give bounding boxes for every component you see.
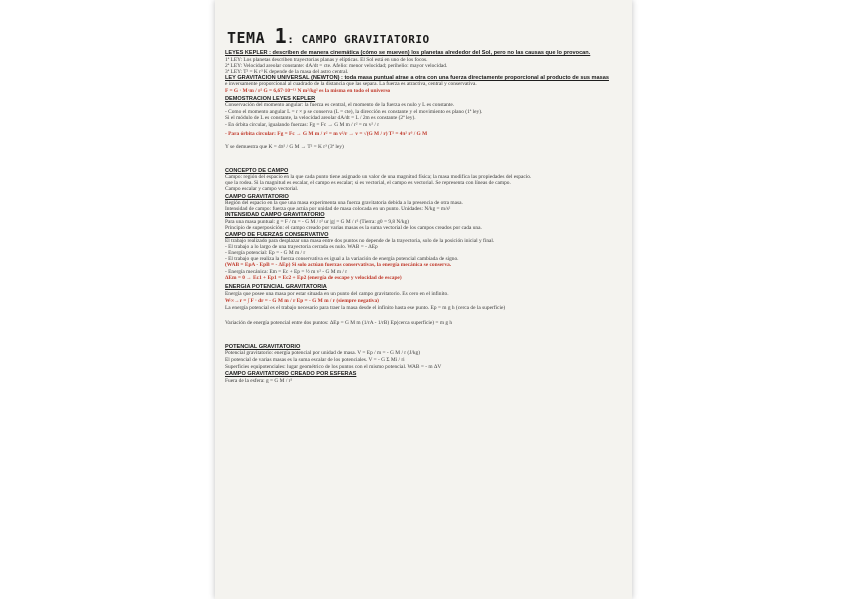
note-line: Intensidad de campo: fuerza que actúa por unidad de masa colocada en un punto. Unidades: N/kg = m/s² — [225, 206, 451, 212]
section-heading: CONCEPTO DE CAMPO — [225, 168, 289, 174]
note-line: Si el módulo de L es constante, la velocidad areolar dA/dt = L / 2m es constante (2ª ley). — [225, 115, 416, 121]
note-line: e inversamente proporcional al cuadrado de la distancia que las separa. La fuerza es atractiva, central y conservativa. — [225, 81, 477, 87]
note-line: Campo: región del espacio en la que cada punto tiene asignado un valor de una magnitud física; la masa modifica las propiedades del espacio. — [225, 174, 532, 180]
section-heading: CAMPO GRAVITATORIO — [225, 194, 289, 200]
note-line: - Energía potencial: Ep = - G M m / r — [225, 250, 306, 256]
section-heading: POTENCIAL GRAVITATORIO — [225, 344, 301, 350]
note-line: Superficies equipotenciales: lugar geométrico de los puntos con el mismo potencial. WAB = - m ΔV — [225, 364, 442, 370]
note-line: Para una masa puntual: g = F / m = - G M / r² ur |g| = G M / r² (Tierra: g0 = 9,8 N/kg) — [225, 219, 409, 225]
section-heading: CAMPO GRAVITATORIO CREADO POR ESFERAS — [225, 371, 357, 377]
note-line: ΔEm = 0 → Ec1 + Ep1 = Ec2 + Ep2 (energía de escape y velocidad de escape) — [225, 275, 402, 281]
note-line: W∞→r = ∫ F · dr = - G M m / r Ep = - G M m / r (siempre negativa) — [225, 298, 379, 304]
note-line: (WAB = EpA - EpB = - ΔEp) Si solo actúan fuerzas conservativas, la energía mecánica se conserva. — [225, 262, 452, 268]
notebook-page — [215, 0, 632, 599]
section-heading: INTENSIDAD CAMPO GRAVITATORIO — [225, 212, 325, 218]
section-heading: LEY GRAVITACIÓN UNIVERSAL (NEWTON) : toda masa puntual atrae a otra con una fuerza directamente proporcional al producto de sus masas — [225, 75, 609, 81]
note-line: que la rodea. Si la magnitud es escalar, el campo es escalar; si es vectorial, el campo es vectorial. Se representa con líneas de campo. — [225, 180, 511, 186]
note-line: Fuera de la esfera: g = G M / r² — [225, 378, 293, 384]
note-line: - Como el momento angular L = r × p se conserva (L = cte), la dirección es constante y el movimiento es plano (1ª ley). — [225, 109, 483, 115]
note-line: Campo escalar y campo vectorial. — [225, 186, 299, 192]
note-line: - El trabajo que realiza la fuerza conservativa es igual a la variación de energía potencial cambiada de signo. — [225, 256, 459, 262]
note-line: Energía que posee una masa por estar situada en un punto del campo gravitatorio. Es cero en el infinito. — [225, 291, 449, 297]
note-line: - En órbita circular, igualando fuerzas: Fg = Fc → G M m / r² = m v² / r — [225, 122, 380, 128]
note-line: F = G · M·m / r² G = 6,67·10⁻¹¹ N m²/kg² es la misma en todo el universo — [225, 88, 391, 94]
note-line: El trabajo realizado para desplazar una masa entre dos puntos no depende de la trayectoria, solo de la posición inicial y final. — [225, 238, 495, 244]
note-line: La energía potencial es el trabajo necesario para traer la masa desde el infinito hasta ese punto. Ep = m g h (cerca de la superficie) — [225, 305, 506, 311]
section-heading: CAMPO DE FUERZAS CONSERVATIVO — [225, 232, 329, 238]
note-line: El potencial de varias masas es la suma escalar de los potenciales. V = - G Σ Mi / ri — [225, 357, 405, 363]
note-line: Y se demuestra que K = 4π² / G M → T² = K r³ (3ª ley) — [225, 144, 344, 150]
note-line: - Energía mecánica: Em = Ec + Ep = ½ m v² - G M m / r — [225, 269, 348, 275]
section-heading: LEYES KEPLER : describen de manera cinemática (cómo se mueven) los planetas alrededor del Sol, pero no las causas que lo provocan. — [225, 50, 591, 56]
note-line: Potencial gravitatorio: energía potencial por unidad de masa. V = Ep / m = - G M / r (J/kg) — [225, 350, 421, 356]
note-line: 3ª LEY: T² = K r³ K depende de la masa del astro central. — [225, 69, 349, 75]
note-line: 2ª LEY: Velocidad areolar constante: dA/dt = cte. Afelio: menor velocidad; perihelio: mayor velocidad. — [225, 63, 448, 69]
note-line: - Para órbita circular: Fg = Fc → G M m / r² = m v²/r → v = √(G M / r) T² = 4π² r³ / G M — [225, 131, 428, 137]
note-line: Principio de superposición: el campo creado por varias masas es la suma vectorial de los campos creados por cada una. — [225, 225, 482, 231]
note-line: 1ª LEY: Los planetas describen trayectorias planas y elípticas. El Sol está en uno de los focos. — [225, 57, 428, 63]
note-line: - El trabajo a lo largo de una trayectoria cerrada es nulo. WAB = - ΔEp — [225, 244, 378, 250]
section-heading: ENERGÍA POTENCIAL GRAVITATORIA — [225, 284, 327, 290]
page-title: TEMA 1: CAMPO GRAVITATORIO — [227, 24, 430, 48]
note-line: Región del espacio en la que una masa experimenta una fuerza gravitatoria debida a la presencia de otra masa. — [225, 200, 463, 206]
note-line: Conservación del momento angular: la fuerza es central, el momento de la fuerza es nulo y L es constante. — [225, 102, 455, 108]
note-line: Variación de energía potencial entre dos puntos: ΔEp = G M m (1/rA - 1/rB) Ep(cerca superficie) = m g h — [225, 320, 453, 326]
section-heading: DEMOSTRACIÓN LEYES KEPLER — [225, 96, 316, 102]
